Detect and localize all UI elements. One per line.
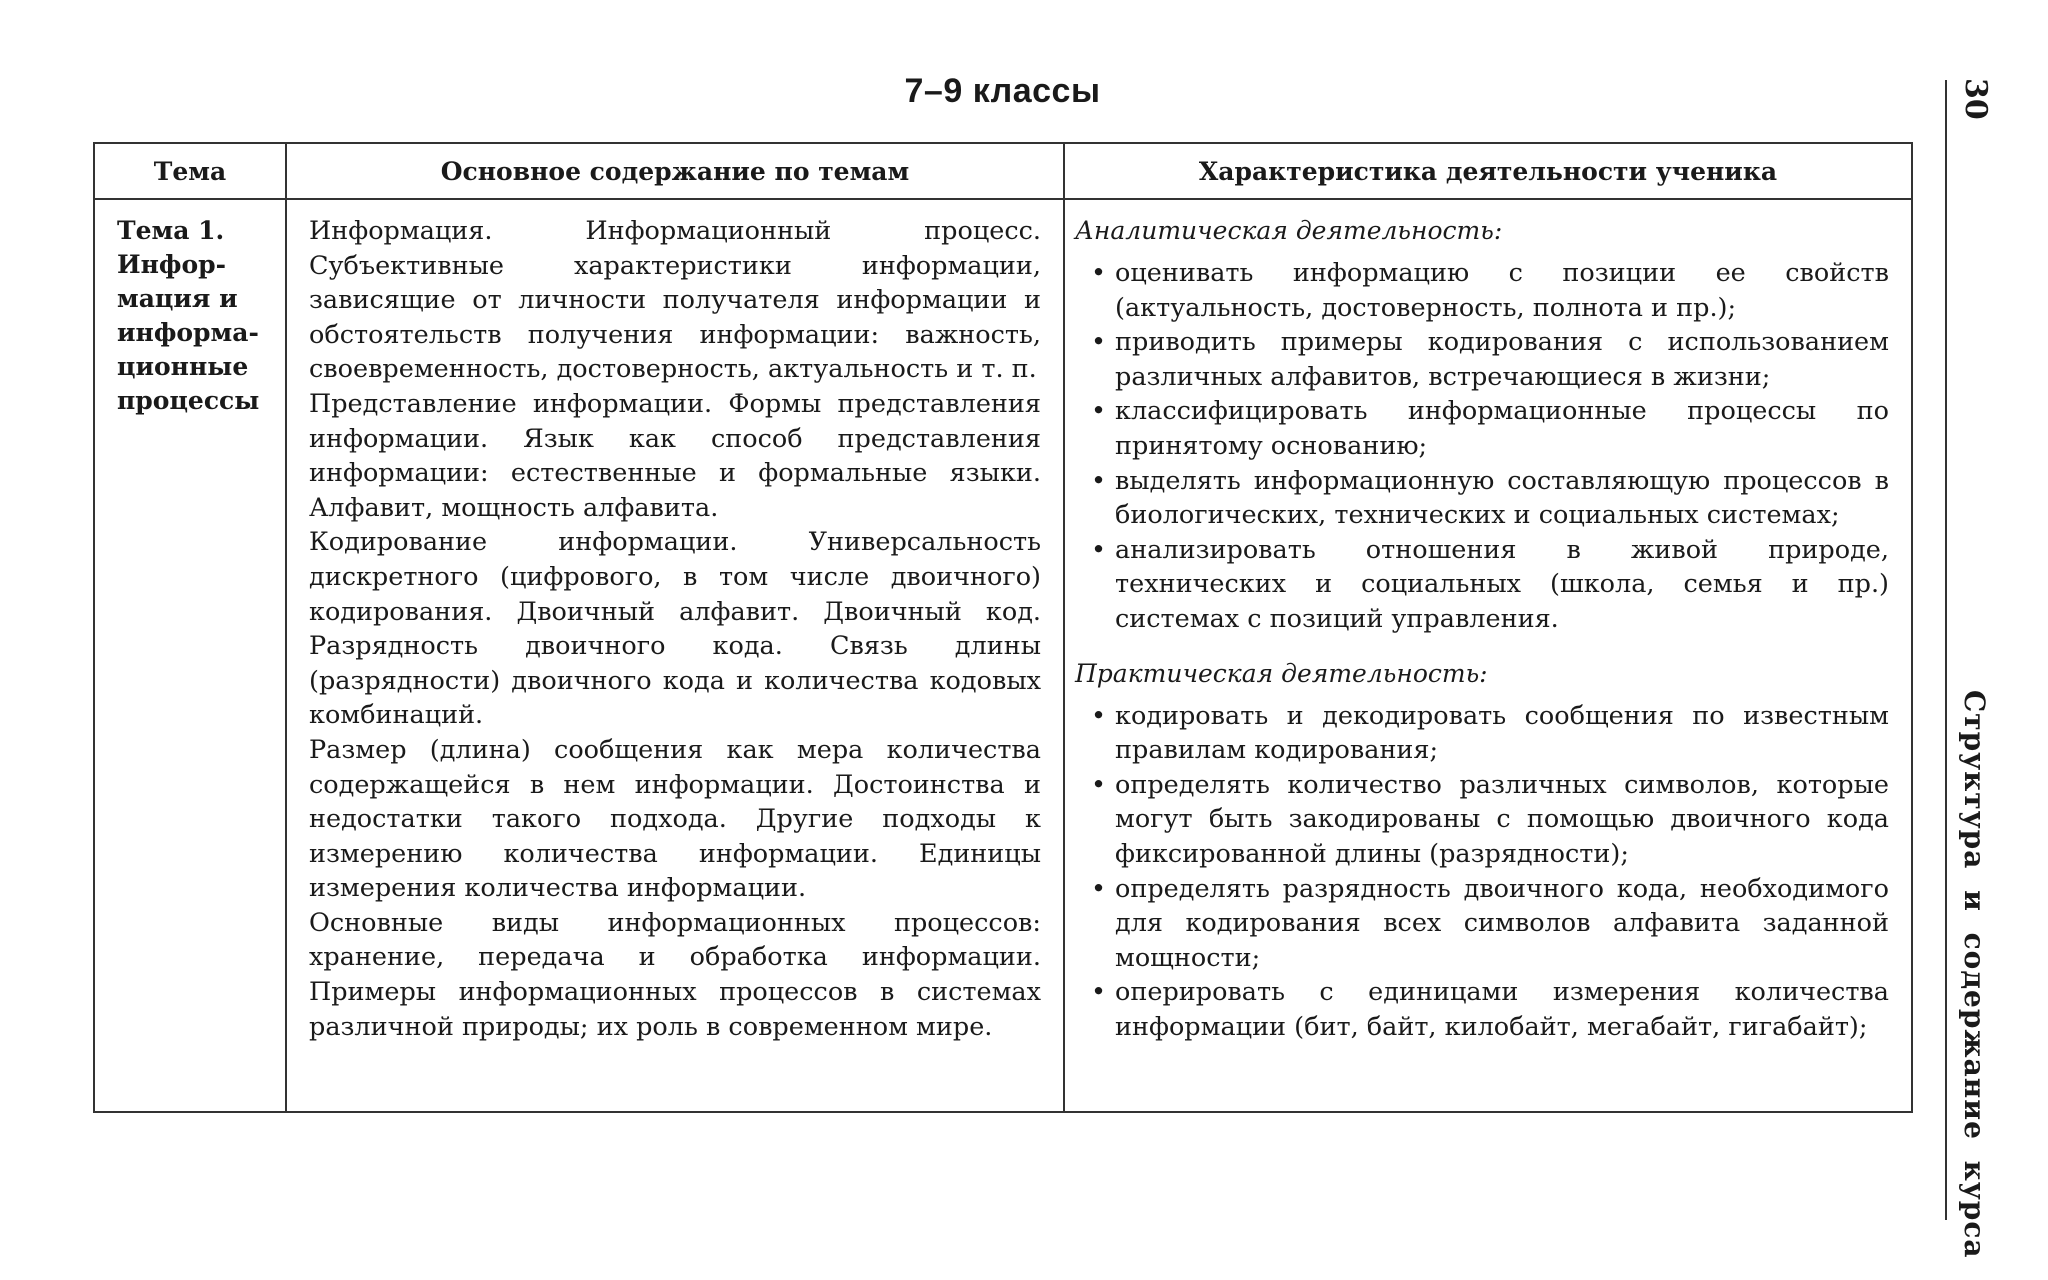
running-title: Структура и содержание курса: [1958, 690, 1991, 1259]
bullet-icon: •: [1091, 977, 1107, 1008]
list-item: • выделять информационную составляющую процессов в биологических, технических и социальных системах;: [1091, 465, 1889, 531]
practical-section-title: Практическая деятельность:: [1075, 658, 1488, 688]
topic-cell: [94, 199, 286, 1112]
bullet-icon: •: [1091, 534, 1107, 565]
list-item: • классифицировать информационные процессы по принятому основанию;: [1091, 396, 1889, 461]
curriculum-table: [93, 142, 1913, 1113]
analytic-section-title: Аналитическая деятельность:: [1075, 216, 1503, 245]
list-item: • определять разрядность двоичного кода, необходимого для кодирования всех символов алфавита заданной мощности;: [1091, 873, 1889, 973]
content-paragraph: Информация. Информационный процесс. Субъективные характеристики информации, зависящие от личности получателя информации и обстоятельств получения информации: важность, своевременность, достоверность, актуальность и т. п.: [309, 216, 1041, 385]
bullet-icon: •: [1091, 327, 1107, 358]
table-header-row: [94, 143, 1912, 199]
page-heading: 7–9 классы: [904, 72, 1101, 110]
content-paragraph: Размер (длина) сообщения как мера количества содержащейся в нем информации. Достоинства и недостатки такого подхода. Другие подходы к измерению количества информации. Единицы измерения количества информации.: [309, 734, 1041, 904]
header-topic: Тема: [94, 143, 286, 199]
content-cell: [286, 199, 1064, 1112]
list-item: • определять количество различных символов, которые могут быть закодированы с помощью двоичного кода фиксированной длины (разрядности);: [1091, 769, 1889, 869]
topic-title: Тема 1. Инфор- мация и информа- ционные процессы: [117, 216, 260, 415]
analytic-list: [1087, 256, 1889, 637]
table-row: [94, 199, 1912, 1112]
list-item: • анализировать отношения в живой природе, технических и социальных (школа, семья и пр.) системах с позиций управления.: [1091, 534, 1889, 634]
content-paragraph: Кодирование информации. Универсальность дискретного (цифрового, в том числе двоичного) кодирования. Двоичный алфавит. Двоичный код. Разрядность двоичного кода. Связь длины (разрядности) двоичного кода и количества кодовых комбинаций.: [309, 527, 1041, 731]
header-content: Основное содержание по темам: [286, 143, 1064, 199]
activity-cell: [1064, 199, 1912, 1112]
content-paragraph: Основные виды информационных процессов: хранение, передача и обработка информации. Примеры информационных процессов в системах различной природы; их роль в современном мире.: [309, 907, 1041, 1042]
bullet-icon: •: [1091, 873, 1107, 904]
bullet-icon: •: [1091, 465, 1107, 496]
list-item: • оценивать информацию с позиции ее свойств (актуальность, достоверность, полнота и пр.);: [1091, 258, 1889, 323]
content-paragraph: Представление информации. Формы представления информации. Язык как способ представления информации: естественные и формальные языки. Алфавит, мощность алфавита.: [309, 388, 1041, 523]
bullet-icon: •: [1091, 700, 1107, 731]
list-item: • приводить примеры кодирования с использованием различных алфавитов, встречающиеся в жизни;: [1091, 327, 1889, 392]
practical-list: [1087, 699, 1889, 1045]
header-activity: Характеристика деятельности ученика: [1064, 143, 1912, 199]
bullet-icon: •: [1091, 769, 1107, 800]
list-item: • кодировать и декодировать сообщения по известным правилам кодирования;: [1091, 700, 1889, 766]
bullet-icon: •: [1091, 396, 1107, 427]
list-item: • оперировать с единицами измерения количества информации (бит, байт, килобайт, мегабайт, гигабайт);: [1091, 977, 1889, 1042]
page-number: 30: [1958, 78, 1993, 120]
bullet-icon: •: [1091, 258, 1107, 288]
